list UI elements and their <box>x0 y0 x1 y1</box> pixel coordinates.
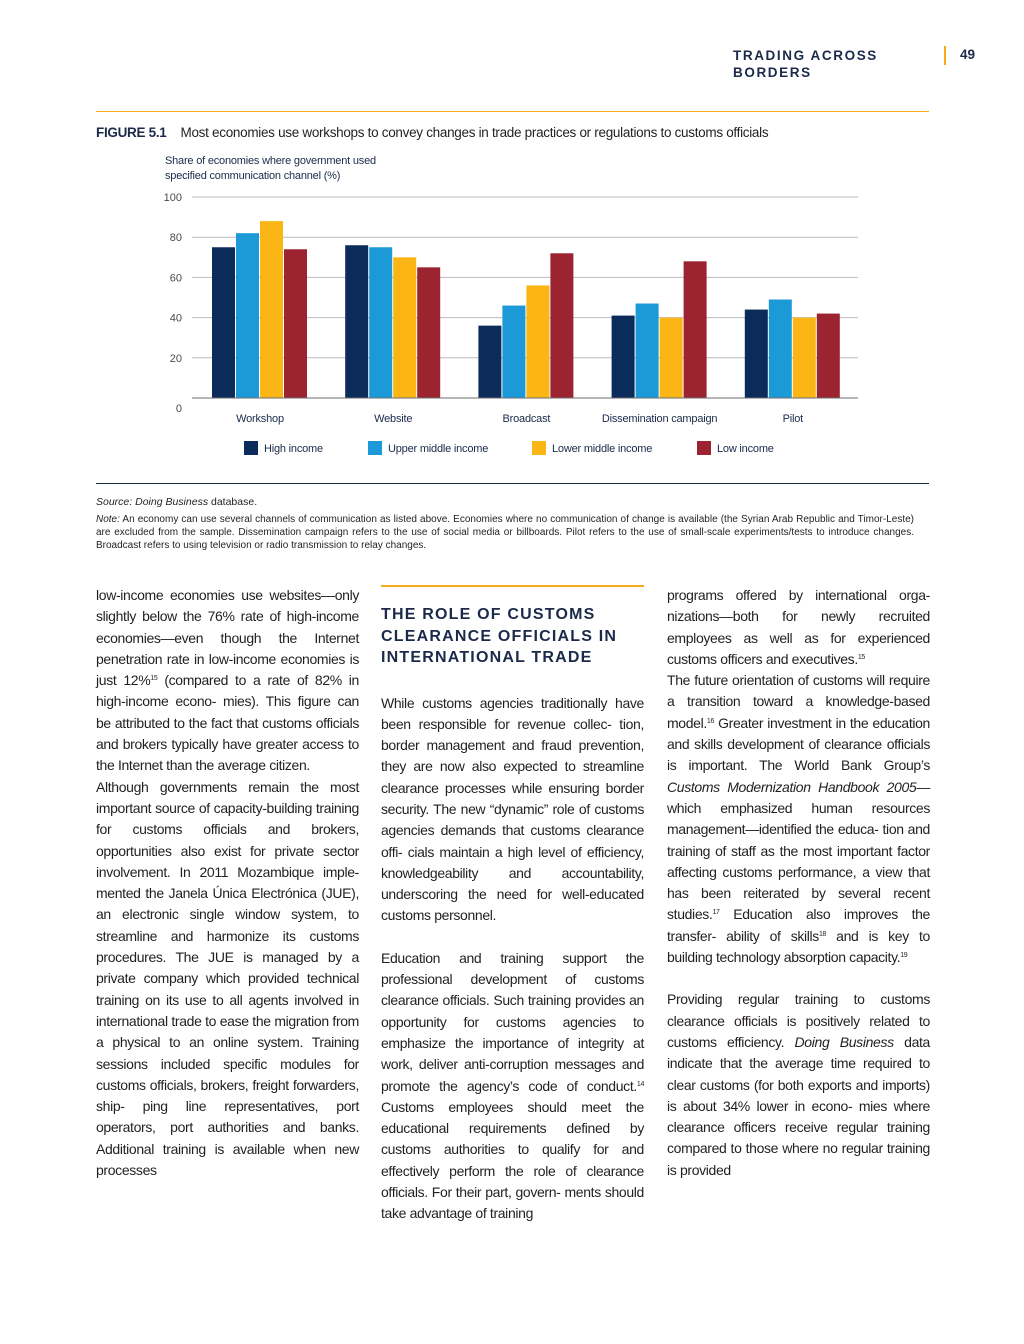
bar-low-income <box>417 267 440 398</box>
text-column-2 <box>381 585 644 1225</box>
y-tick-label: 0 <box>175 403 182 415</box>
figure-note <box>96 513 914 553</box>
source-label: Source: <box>96 496 133 508</box>
footnote-ref: 16 <box>706 717 715 725</box>
paragraph-gap <box>381 927 644 948</box>
text-run: Greater investment in the education and skills development of clearance officials is important. The World Bank Group’s <box>667 714 930 774</box>
source-rest: database. <box>208 496 258 508</box>
bar-lower-middle-income <box>526 285 549 398</box>
legend-swatch <box>244 441 258 455</box>
text-run: Education and training support the professional development of customs clearance officials. Such training provides an opportunity for customs agencies to emphasize the importance of integrity at work, deliver anti-corruption messages and promote the agency’s code of conduct. <box>381 949 644 1094</box>
x-category-label: Dissemination campaign <box>601 413 718 425</box>
bar-low-income <box>817 314 840 398</box>
x-category-label: Broadcast <box>502 413 551 425</box>
bar-lower-middle-income <box>793 318 816 398</box>
text-column-1 <box>96 585 359 1181</box>
x-category-label: Pilot <box>782 413 804 425</box>
text-run: and is key to building technology absorption capacity. <box>667 927 930 966</box>
legend-label: Lower middle income <box>552 443 653 455</box>
footnote-ref: 15 <box>857 653 865 661</box>
bar-lower-middle-income <box>660 318 683 398</box>
text-run: Customs employees should meet the educational requirements defined by customs authorities to qualify for and effectively perform the role of clearance officials. For their part, govern- ments should take advantage of training <box>381 1098 644 1222</box>
paragraph: While customs agencies traditionally have been responsible for revenue collec- tion, border management and fraud prevention, they are now also expected to streamline clearance processes while ensuring border security. The new “dynamic” role of customs agencies demands that customs clearance offi- cials maintain a high level of efficiency, knowledgeability and accountability, underscoring the need for well-educated customs personnel. <box>381 694 644 924</box>
note-text: An economy can use several channels of communication as listed above. Economies where no communication of change is available (the Syrian Arab Republic and Timor-Leste) are excluded from the sample. Dissemination campaign refers to the use of social media or billboards. Pilot refers to the use of small-scale experiments/tests to introduce changes. Broadcast refers to using television or radio transmission to relay changes. <box>96 514 914 552</box>
y-axis-label: Share of economies where government used <box>165 155 376 167</box>
y-tick-label: 40 <box>169 312 182 325</box>
footnote-ref: 15 <box>150 675 158 683</box>
y-tick-label: 60 <box>169 272 182 285</box>
footnote-ref: 17 <box>712 909 720 917</box>
text-column-3 <box>667 585 930 1181</box>
figure-source <box>96 496 257 508</box>
paragraph <box>381 948 644 1225</box>
section-rule <box>381 585 644 587</box>
figure-bottom-rule <box>96 483 929 484</box>
legend-swatch <box>368 441 382 455</box>
paragraph <box>667 670 930 968</box>
section-heading: THE ROLE OF CUSTOMS CLEARANCE OFFICIALS IN INTERNATIONAL TRADE <box>381 606 618 666</box>
legend-swatch <box>697 441 711 455</box>
bar-low-income <box>284 249 307 398</box>
text-run: Providing regular training to customs clearance officials is positively related to customs efficiency. <box>667 991 930 1050</box>
bar-high-income <box>212 247 235 398</box>
bar-chart <box>96 150 929 470</box>
text-run: low-income economies use websites—only slightly below the 76% rate of high-income economies—even though the Internet penetration rate in low-income economies is just 12% <box>96 587 359 689</box>
text-run: The future orientation of customs will require a transition toward a knowledge-based model. <box>667 672 930 731</box>
legend-label: High income <box>264 443 323 455</box>
text-run: (compared to a rate of 82% in high-income econo- mies). This figure can be attributed to the fact that customs officials and brokers typically have greater access to the Internet than the average citizen. <box>96 672 359 774</box>
bar-high-income <box>345 245 368 398</box>
footnote-ref: 19 <box>900 952 908 960</box>
bar-lower-middle-income <box>393 257 416 398</box>
legend-label: Upper middle income <box>388 443 489 455</box>
bar-high-income <box>478 326 501 398</box>
x-category-label: Website <box>374 413 413 425</box>
note-label: Note: <box>96 514 120 525</box>
y-tick-label: 20 <box>169 352 182 365</box>
bar-lower-middle-income <box>260 221 283 398</box>
text-run: Education also improves the transfer- ability of skills <box>667 906 930 944</box>
chart-container <box>96 150 929 470</box>
text-run: —which emphasized human resources management—identified the educa- tion and training of staff as the most important factor affecting customs performance, a view that has been reiterated by several recent studies. <box>667 778 930 923</box>
y-tick-label: 100 <box>163 192 182 204</box>
bar-low-income <box>684 261 707 398</box>
y-tick-label: 80 <box>169 232 182 245</box>
page-number: 49 <box>960 47 976 62</box>
text-run-italic: Customs Modernization Handbook 2005 <box>667 778 917 795</box>
y-axis-label: specified communication channel (%) <box>165 170 341 182</box>
bar-upper-middle-income <box>369 247 392 398</box>
x-category-label: Workshop <box>236 413 284 425</box>
bar-low-income <box>550 253 573 398</box>
paragraph: Although governments remain the most important source of capacity-building training for customs officials and brokers, opportunities also exist for private sector involvement. In 2011 Mozambique imple- mented the Janela Única Electrónica (JUE), an electronic single window system, to streamline and harmonize its customs procedures. The JUE is managed by a private company which provided technical training on its use to all agents involved in international trade to ease the migration from a physical to an online system. Training sessions included specific modules for customs officials, brokers, freight forwarders, ship- ping line representatives, port operators, port authorities and banks. Additional training is available when new processes <box>96 778 359 1179</box>
paragraph <box>96 585 359 777</box>
figure-caption: Most economies use workshops to convey changes in trade practices or regulations to customs officials <box>180 125 769 140</box>
top-rule <box>96 111 929 112</box>
figure-title <box>96 125 768 140</box>
source-italic: Doing Business <box>135 496 209 508</box>
header-divider <box>944 46 946 65</box>
bar-high-income <box>612 316 635 398</box>
footnote-ref: 14 <box>636 1080 644 1088</box>
bar-upper-middle-income <box>769 300 792 398</box>
paragraph <box>667 585 930 670</box>
bar-upper-middle-income <box>236 233 259 398</box>
paragraph <box>667 989 930 1181</box>
bar-high-income <box>745 310 768 398</box>
legend-swatch <box>532 441 546 455</box>
text-run: data indicate that the average time required to clear customs (for both exports and imports) is about 34% lower in econo- mies where clearance officers receive regular training compared to those where no regular training is provided <box>667 1033 930 1178</box>
legend-label: Low income <box>717 443 774 455</box>
footnote-ref: 18 <box>818 930 827 938</box>
bar-upper-middle-income <box>636 304 659 398</box>
figure-label: FIGURE 5.1 <box>96 125 167 140</box>
running-head: TRADING ACROSS BORDERS <box>733 48 878 80</box>
text-run-italic: Doing Business <box>794 1033 894 1050</box>
paragraph-gap <box>667 968 930 989</box>
bar-upper-middle-income <box>502 306 525 398</box>
text-run: programs offered by international orga- nizations—both for newly recruited employees as well as for experienced customs officers and executives. <box>667 587 930 667</box>
